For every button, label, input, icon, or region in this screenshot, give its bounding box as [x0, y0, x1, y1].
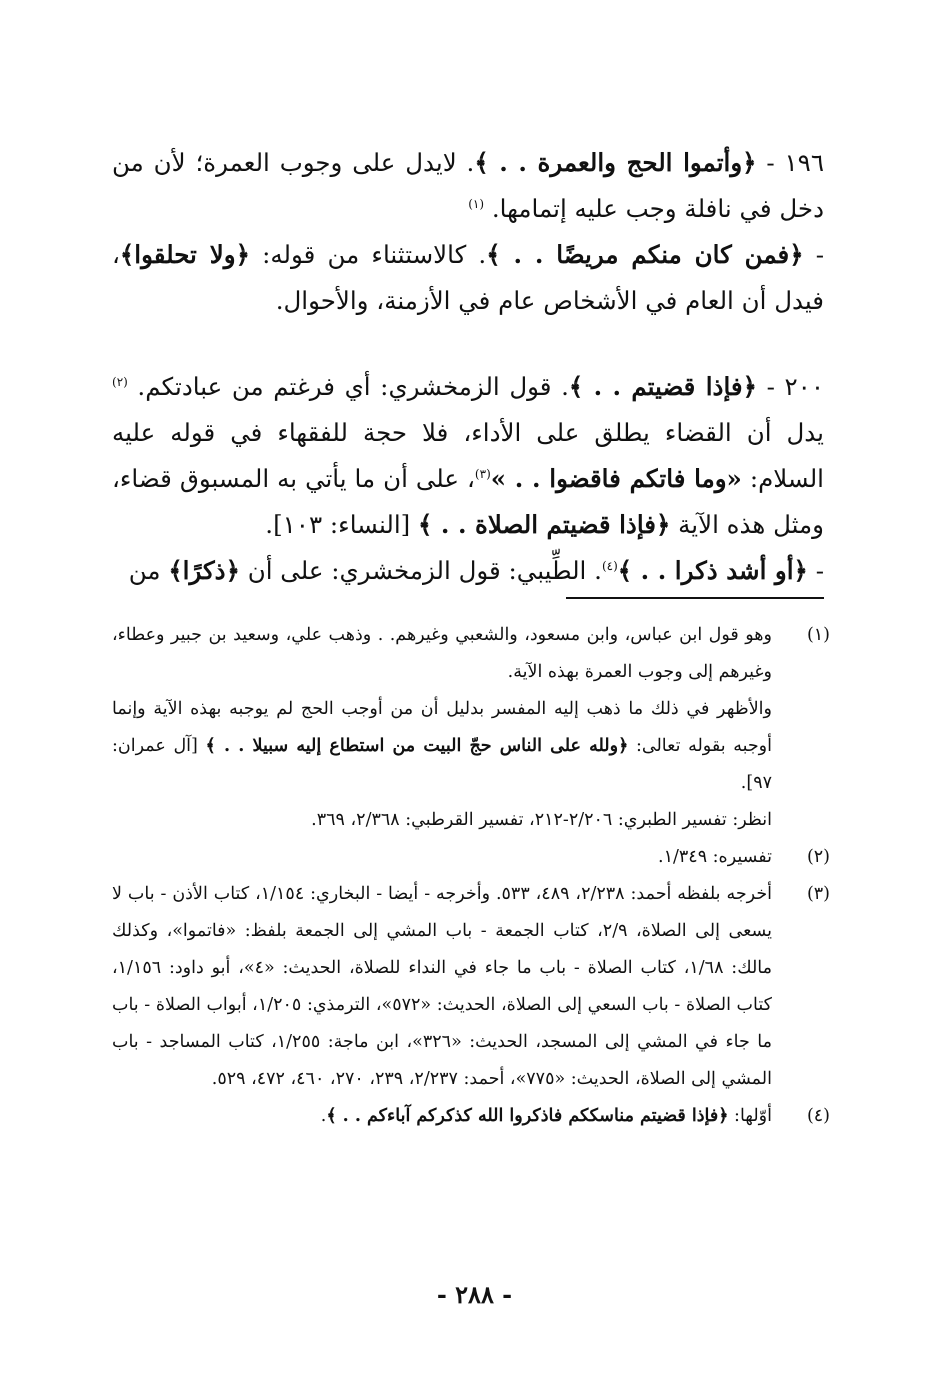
footnote-2: (٢) تفسيره: ١/٣٤٩. — [658, 847, 830, 867]
main-text — [112, 140, 824, 594]
page-number: - ٢٨٨ - — [436, 1280, 513, 1309]
footnotes — [112, 617, 830, 1135]
paragraph: - ﴿أو أشد ذكرا . . ﴾$^{(٤)}$. الطِّيبي: قول الزمخشري: على أن ﴿ذكرًا﴾ من — [128, 556, 824, 585]
paragraph: ١٩٦ - ﴿وأتموا الحج والعمرة . . ﴾. لايدل على وجوب العمرة؛ لأن من دخل في نافلة وجب عليه إتمامها. $^{(١)}$ — [112, 148, 824, 223]
footnote-3: (٣) أخرجه بلفظه أحمد: ٢/٢٣٨، ٤٨٩، ٥٣٣. وأخرجه - أيضا - البخاري: ١/١٥٤، كتاب الأذن - باب لا يسعى إلى الصلاة، ٢/٩، كتاب الجمعة - باب المشي إلى الجمعة بلفظ: «فاتموا»، وكذلك مالك: ١/٦٨، كتاب الصلاة - باب ما جاء في النداء للصلاة، الحديث: «٤»، أبو داود: ١/١٥٦، كتاب الصلاة - باب السعي إلى الصلاة، الحديث: «٥٧٢»، الترمذي: ١/٢٠٥، أبواب الصلاة - باب ما جاء في المشي إلى المسجد، الحديث: «٣٢٦»، ابن ماجة: ١/٢٥٥، كتاب المساجد - باب المشي إلى الصلاة، الحديث: «٧٧٥»، أحمد: ٢/٢٣٧، ٢٣٩، ٢٧٠، ٤٦٠، ٤٧٢، ٥٢٩. — [112, 884, 830, 1089]
footnote-4: (٤) أوّلها: ﴿فإذا قضيتم مناسككم فاذكروا الله كذكركم آباءكم . . ﴾. — [320, 1106, 830, 1126]
footnote-1: (١) وهو قول ابن عباس، وابن مسعود، والشعبي وغيرهم. . وذهب علي، وسعيد بن جبير وعطاء، وغيرهم إلى وجوب العمرة بهذه الآية. والأظهر في ذلك ما ذهب إليه المفسر بدليل أن من أوجب الحج لم يوجبه بهذه الآية وإنما أوجبه بقوله تعالى: ﴿ولله على الناس حجّ البيت من استطاع إليه سبيلا . . ﴾ [آل عمران: ٩٧]. انظر: تفسير الطبري: ٢/٢٠٦-٢١٢، تفسير القرطبي: ٢/٣٦٨، ٣٦٩. — [112, 625, 830, 830]
paragraph: ٢٠٠ - ﴿فإذا قضيتم . . ﴾. قول الزمخشري: أي فرغتم من عبادتكم. $^{(٢)}$ يدل أن القضاء يطلق على الأداء، فلا حجة للفقهاء في قوله عليه السلام: «وما فاتكم فاقضوا . . »$^{(٣)}$، على أن ما يأتي به المسبوق قضاء، ومثل هذه الآية ﴿فإذا قضيتم الصلاة . . ﴾ [النساء: ١٠٣]. — [112, 372, 824, 539]
footnote-separator — [566, 597, 824, 599]
paragraph: - ﴿فمن كان منكم مريضًا . . ﴾. كالاستثناء من قوله: ﴿ولا تحلقوا﴾، فيدل أن العام في الأشخاص عام في الأزمنة، والأحوال. — [112, 240, 824, 315]
